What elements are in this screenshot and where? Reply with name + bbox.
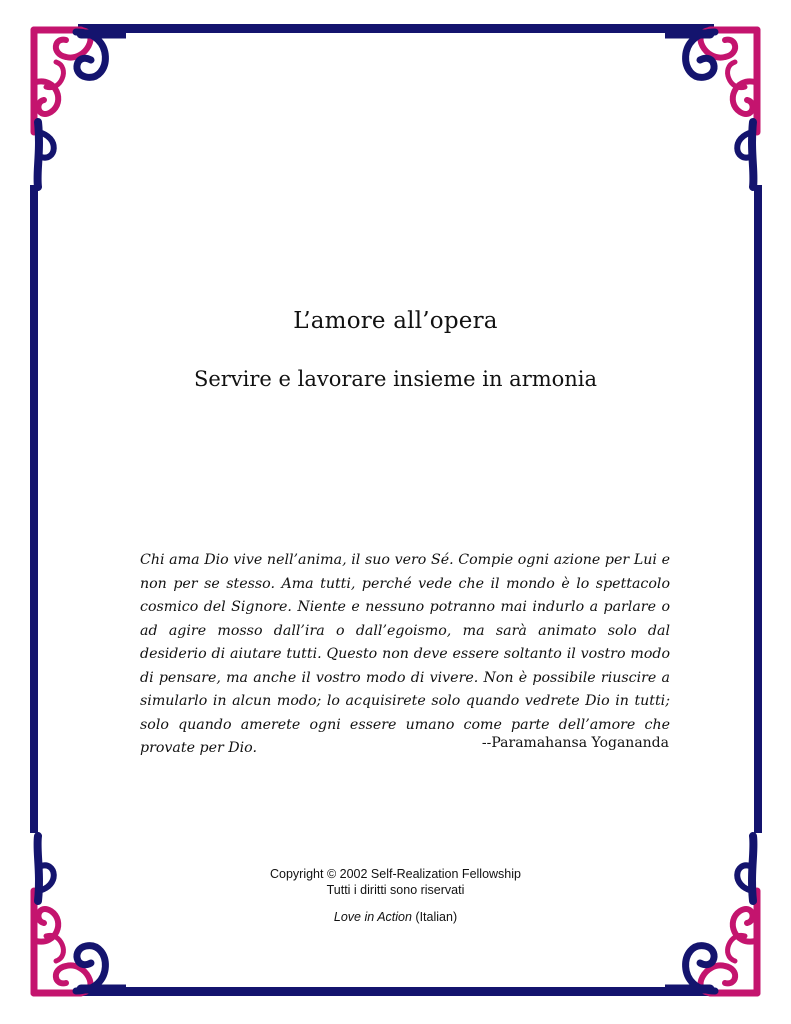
page-title: L’amore all’opera: [293, 308, 498, 334]
corner-ornament-top-left: [26, 22, 126, 197]
footer-book-title: [0, 910, 791, 924]
corner-ornament-top-right: [665, 22, 765, 197]
border-left: [30, 185, 38, 833]
book-language: (Italian): [415, 910, 458, 924]
rights-line: Tutti i diritti sono riservati: [326, 883, 465, 897]
border-bottom: [78, 987, 714, 996]
border-right: [754, 185, 762, 833]
page-subtitle: Servire e lavorare insieme in armonia: [193, 367, 598, 391]
book-title: Love in Action: [333, 910, 412, 924]
copyright-block: [0, 866, 791, 898]
quote-attribution: --Paramahansa Yogananda: [481, 735, 669, 751]
border-top: [78, 24, 714, 33]
quote-text: Chi ama Dio vive nell’anima, il suo vero Sé. Compie ogni azione per Lui e non per se stesso. Ama tutti, perché vede che il mondo è lo spettacolo cosmico del Signore. Niente e nessuno potranno mai indurlo a parlare o ad agire mosso dall’ira o dall’egoismo, ma sarà animato solo dal desiderio di aiutare tutti. Questo non deve essere soltanto il vostro modo di pensare, ma anche il vostro modo di vivere. Non è possibile riuscire a simularlo in alcun modo; lo acquisirete solo quando vedrete Dio in tutti; solo quando amerete ogni essere umano come parte dell’amore che provate per Dio.: [140, 552, 670, 756]
copyright-line: Copyright © 2002 Self-Realization Fellowship: [269, 867, 521, 881]
